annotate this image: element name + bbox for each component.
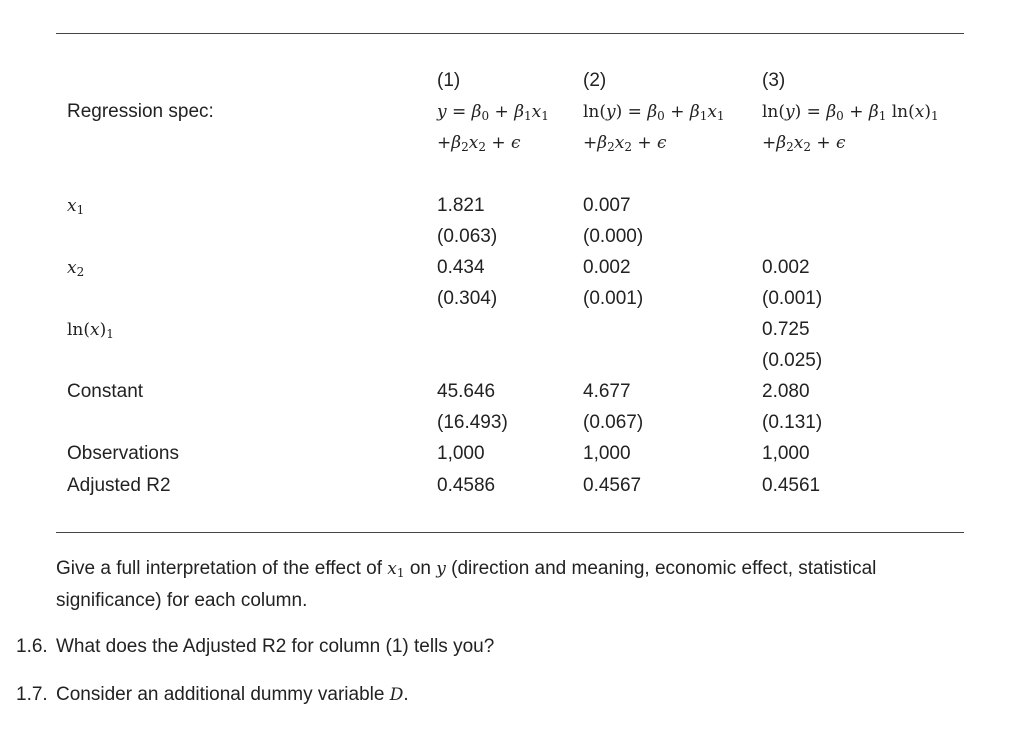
spec-col2-line1: $\ln(y) = \beta_0 + \beta_1x_1$ (583, 102, 725, 123)
x2-col2-value: 0.002 (583, 257, 631, 278)
item-text-1-7: Consider an additional dummy variable D. (56, 684, 409, 705)
row-label-observations: Observations (67, 443, 179, 464)
x2-col1-value: 0.434 (437, 257, 485, 278)
x1-col2-value: 0.007 (583, 195, 631, 216)
question-line-2: significance) for each column. (56, 590, 308, 611)
var-y: y (436, 559, 446, 579)
constant-col2-value: 4.677 (583, 381, 631, 402)
row-label-lnx1: $\ln(x)_1$ (67, 320, 114, 341)
spec-col1-line1: $y = \beta_0 + \beta_1x_1$ (437, 102, 549, 123)
row-label-x1: $x_1$ (67, 196, 85, 217)
x2-col3-value: 0.002 (762, 257, 810, 278)
table-bottom-rule (56, 532, 964, 533)
var-x1: $x_1$ (387, 559, 405, 580)
spec-col3-line1: $\ln(y) = \beta_0 + \beta_1$ $\ln(x)_1$ (762, 102, 939, 123)
row-label-constant: Constant (67, 381, 144, 402)
constant-col1-se: (16.493) (437, 412, 508, 433)
constant-col3-se: (0.131) (762, 412, 823, 433)
item-text-1-6: What does the Adjusted R2 for column (1) tells you? (56, 636, 495, 657)
x1-col1-value: 1.821 (437, 195, 485, 216)
x1-col2-se: (0.000) (583, 226, 644, 247)
spec-col3-line2: $+\beta_2x_2 + \epsilon$ (762, 133, 846, 154)
x1-col1-se: (0.063) (437, 226, 498, 247)
question-line-1: Give a full interpretation of the effect of $x_1$ on y (direction and meaning, economic effect, statistical (56, 558, 877, 580)
observations-col2: 1,000 (583, 443, 631, 464)
spec-col2-line2: $+\beta_2x_2 + \epsilon$ (583, 133, 667, 154)
adj-r2-col3: 0.4561 (762, 475, 821, 496)
adj-r2-col1: 0.4586 (437, 475, 496, 496)
constant-col3-value: 2.080 (762, 381, 810, 402)
x2-col1-se: (0.304) (437, 288, 498, 309)
table-top-rule (56, 33, 964, 34)
x2-col3-se: (0.001) (762, 288, 823, 309)
spec-label: Regression spec: (67, 101, 214, 122)
row-label-x2: $x_2$ (67, 258, 85, 279)
observations-col1: 1,000 (437, 443, 485, 464)
question-paragraph (56, 553, 956, 616)
item-number-1-6: 1.6. (16, 636, 48, 657)
constant-col2-se: (0.067) (583, 412, 644, 433)
adj-r2-col2: 0.4567 (583, 475, 642, 496)
lnx1-col3-se: (0.025) (762, 350, 823, 371)
item-number-1-7: 1.7. (16, 684, 48, 705)
x2-col2-se: (0.001) (583, 288, 644, 309)
observations-col3: 1,000 (762, 443, 810, 464)
lnx1-col3-value: 0.725 (762, 319, 810, 340)
constant-col1-value: 45.646 (437, 381, 496, 402)
column-header-3: (3) (762, 70, 786, 91)
column-header-2: (2) (583, 70, 607, 91)
row-label-adj-r2: Adjusted R2 (67, 475, 171, 496)
column-header-1: (1) (437, 70, 461, 91)
spec-col1-line2: $+\beta_2x_2 + \epsilon$ (437, 133, 521, 154)
var-D: D (389, 685, 404, 705)
